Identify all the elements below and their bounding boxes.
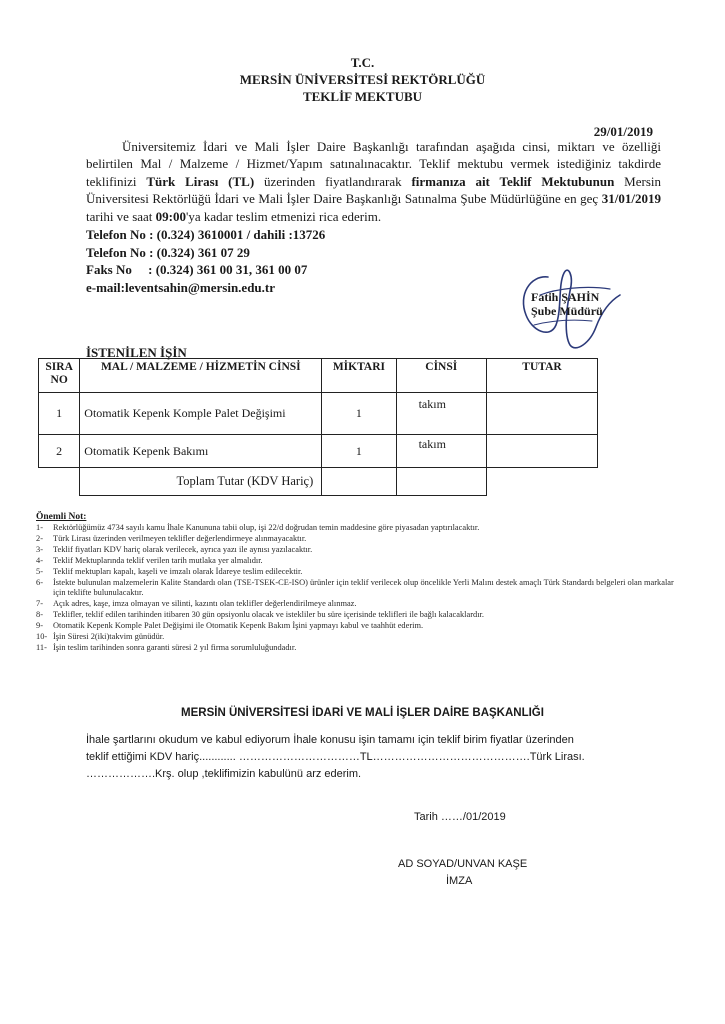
list-item: 3- Teklif fiyatları KDV hariç olarak verilecek, ayrıca yazı ile aynısı yazılacaktır.	[36, 544, 313, 554]
department-title: MERSİN ÜNİVERSİTESİ İDARİ VE MALİ İŞLER DAİRE BAŞKANLIĞI	[181, 707, 544, 719]
contact-block	[86, 226, 325, 296]
phone-1: Telefon No : (0.324) 3610001 / dahili :13726	[86, 227, 326, 242]
header-tutar: TUTAR	[486, 359, 597, 393]
list-item: 6- İstekte bulunulan malzemelerin Kalite Standardı olan (TSE-TSEK-CE-ISO) ürünler için teklif verilecek olup öncelikle Yerli Malını destek amaçlı Türk Standardı belgeleri olan markalar için teklifte bulunulacaktır.	[36, 577, 674, 598]
list-item: 2- Türk Lirası üzerinden verilmeyen teklifler değerlendirmeye alınmayacaktır.	[36, 533, 307, 543]
signatory-name: Fatih ŞAHİN	[531, 290, 600, 304]
list-item: 10- İşin Süresi 2(iki)takvim günüdür.	[36, 632, 165, 642]
header-sira: SIRA NO	[39, 359, 80, 393]
row-qty: 1	[322, 393, 396, 435]
list-item: 11- İşin teslim tarihinden sonra garanti süresi 2 yıl firma sorumluluğundadır.	[36, 642, 297, 652]
doc-header-university: MERSİN ÜNİVERSİTESİ REKTÖRLÜĞÜ	[239, 72, 486, 87]
list-item: 7- Açık adres, kaşe, imza olmayan ve silinti, kazıntı olan teklifler değerlendirilmeye alınmaz.	[36, 599, 357, 609]
table-row	[39, 435, 598, 468]
list-item: 4- Teklif Mektuplarında teklif verilen tarih mutlaka yer almalıdır.	[36, 555, 263, 565]
declaration-line-1: İhale şartlarını okudum ve kabul ediyorum İhale konusu işin tamamı için teklif birim fiyatlar üzerinden	[86, 734, 574, 746]
header-miktar: MİKTARI	[322, 359, 396, 393]
notes-list	[36, 523, 676, 654]
signatory-title: Şube Müdürü	[531, 304, 603, 318]
fax: Faks No : (0.324) 361 00 31, 361 00 07	[86, 262, 308, 277]
tarih-field: Tarih ……/01/2019	[414, 811, 506, 823]
email: e-mail:leventsahin@mersin.edu.tr	[86, 279, 276, 295]
doc-header-title: TEKLİF MEKTUBU	[302, 89, 423, 104]
list-item: 1- Rektörlüğümüz 4734 sayılı kamu İhale Kanununa tabii olup, işi 22/d doğrudan temin maddesine göre piyasadan yaptırılacaktır.	[36, 523, 480, 532]
table-row	[39, 393, 598, 435]
section-title: İSTENİLEN İŞİN	[86, 345, 187, 360]
total-label: Toplam Tutar (KDV Hariç)	[80, 468, 322, 496]
row-amount	[486, 435, 597, 468]
row-item: Otomatik Kepenk Komple Palet Değişimi	[80, 393, 322, 435]
imza-label: İMZA	[446, 875, 473, 887]
signatory	[531, 290, 603, 318]
list-item: 8- Teklifler, teklif edilen tarihinden itibaren 30 gün opsiyonlu olacak ve istekliler bu süre içerisinde teklifleri ile bağlı kalacaklardır.	[36, 610, 484, 620]
doc-header-tc: T.C.	[350, 55, 375, 70]
header-cinsi: CİNSİ	[396, 359, 486, 393]
table-total-row	[39, 468, 598, 496]
row-amount	[486, 393, 597, 435]
declaration-line-3: ……………….Krş. olup ,teklifimizin kabulünü arz ederim.	[86, 768, 362, 780]
phone-2: Telefon No : (0.324) 361 07 29	[86, 244, 250, 260]
header-mal: MAL / MALZEME / HİZMETİN CİNSİ	[80, 359, 322, 393]
intro-paragraph: Üniversitemiz İdari ve Mali İşler Daire Başkanlığı tarafından aşağıda cinsi, miktarı ve özelliği belirtilen Mal / Malzeme / Hizmet/Yapım satınalınacaktır. Teklif mektubu vermek istediğiniz takdirde teklifinizi Türk Lirası (TL) üzerinden fiyatlandırarak firmanıza ait Teklif Mektubunun Mersin Üniversitesi Rektörlüğü İdari ve Mali İşler Daire Başkanlığı Satınalma Şube Müdürlüğüne en geç 31/01/2019 tarihi ve saat 09:00'ya kadar teslim etmenizi rica ederim.	[86, 139, 661, 224]
row-unit: takım	[396, 393, 486, 435]
table-header-row	[39, 359, 598, 393]
ad-soyad-label: AD SOYAD/UNVAN KAŞE	[398, 858, 528, 870]
doc-date: 29/01/2019	[593, 124, 653, 139]
row-qty: 1	[322, 435, 396, 468]
row-no: 1	[39, 393, 80, 435]
total-value	[486, 468, 597, 496]
notes-title: Önemli Not:	[36, 512, 87, 522]
declaration-line-2: teklif ettiğimi KDV hariç............ ……………………………TL…………………………………….Türk Lirası.	[86, 751, 585, 763]
row-no: 2	[39, 435, 80, 468]
list-item: 5- Teklif mektupları kapalı, kaşeli ve imzalı olarak İdareye teslim edilecektir.	[36, 566, 303, 576]
items-table	[38, 358, 598, 496]
row-item: Otomatik Kepenk Bakımı	[80, 435, 322, 468]
list-item: 9- Otomatik Kepenk Komple Palet Değişimi ile Otomatik Kepenk Bakım İşini yapmayı kabul ve taahhüt ederim.	[36, 621, 424, 631]
row-unit: takım	[396, 435, 486, 468]
declaration	[86, 732, 725, 783]
